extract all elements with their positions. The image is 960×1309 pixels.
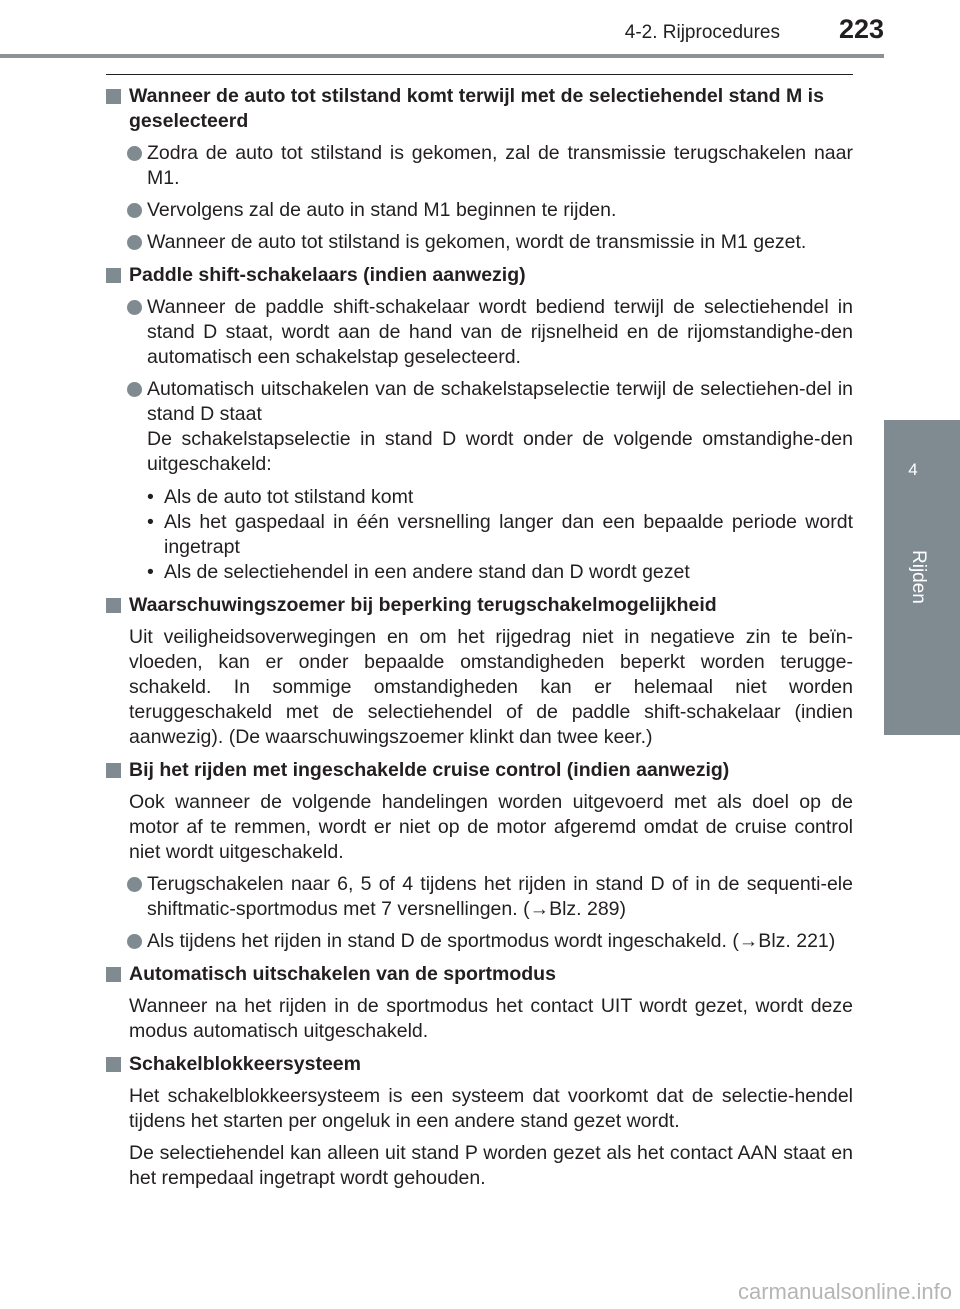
bullet-item: Wanneer de paddle shift-schakelaar wordt bediend terwijl de selectiehendel in stand D staat, wordt aan de hand van de rijsnelheid en de rijomstandighe-den automatisch een schakelstap geselecteerd. [106,295,853,370]
section-heading: Schakelblokkeersysteem [106,1052,853,1077]
sub-list [106,485,853,585]
paragraph: Het schakelblokkeersysteem is een systeem dat voorkomt dat de selectie-hendel tijdens het starten per ongeluk in een andere stand gezet wordt. [129,1085,853,1132]
circle-bullet-icon [127,382,142,397]
chapter-tab [884,420,960,735]
bullet-item: Wanneer de auto tot stilstand is gekomen, wordt de transmissie in M1 gezet. [106,230,853,255]
bullet-item: Automatisch uitschakelen van de schakelstapselectie terwijl de selectiehen-del in stand D staat De schakelstapselectie in stand D wordt onder de volgende omstandighe-den uitgeschakeld: [106,377,853,477]
sub-item: • Als het gaspedaal in één versnelling langer dan een bepaalde periode wordt ingetrapt [147,511,853,558]
circle-bullet-icon [127,203,142,218]
bullet-item: Vervolgens zal de auto in stand M1 beginnen te rijden. [106,198,853,223]
circle-bullet-icon [127,146,142,161]
sub-item: • Als de selectiehendel in een andere stand dan D wordt gezet [147,561,690,583]
square-bullet-icon [106,89,121,104]
section-heading: Wanneer de auto tot stilstand komt terwijl met de selectiehendel stand M is geselecteerd [106,84,853,134]
circle-bullet-icon [127,235,142,250]
page-content [106,84,853,1191]
sub-item: • Als de auto tot stilstand komt [147,486,414,508]
paragraph: De selectiehendel kan alleen uit stand P worden gezet als het contact AAN staat en het rempedaal ingetrapt wordt gehouden. [129,1142,853,1189]
paragraph: Ook wanneer de volgende handelingen worden uitgevoerd met als doel op de motor af te remmen, wordt er niet op de motor afgeremd omdat de cruise control niet wordt uitgeschakeld. [129,791,853,863]
square-bullet-icon [106,268,121,283]
section-heading: Paddle shift-schakelaars (indien aanwezig) [106,263,853,288]
chapter-title: Rijden [908,550,929,604]
chapter-number: 4 [908,460,918,479]
circle-bullet-icon [127,300,142,315]
page-number: 223 [838,14,884,44]
section-heading: Waarschuwingszoemer bij beperking terugschakelmogelijkheid [106,593,853,618]
square-bullet-icon [106,1057,121,1072]
header-divider [0,54,884,58]
circle-bullet-icon [127,934,142,949]
section-heading: Automatisch uitschakelen van de sportmodus [106,962,853,987]
circle-bullet-icon [127,877,142,892]
bullet-item: Terugschakelen naar 6, 5 of 4 tijdens het rijden in stand D of in de sequenti-ele shiftmatic-sportmodus met 7 versnellingen. (→Blz. 289) [106,872,853,922]
watermark: carmanualsonline.info [737,1279,952,1304]
paragraph: Uit veiligheidsoverwegingen en om het rijgedrag niet in negatieve zin te beïn-vloeden, kan er onder bepaalde omstandigheden beperkt worden terugge-schakeld. In sommige omstandigheden kan er helemaal niet worden teruggeschakeld met de selectiehendel of de paddle shift-schakelaar (indien aanwezig). (De waarschuwingszoemer klinkt dan twee keer.) [129,626,853,748]
section-title: 4-2. Rijprocedures [624,22,780,43]
section-heading: Bij het rijden met ingeschakelde cruise control (indien aanwezig) [106,758,853,783]
bullet-item: Zodra de auto tot stilstand is gekomen, zal de transmissie terugschakelen naar M1. [106,141,853,191]
square-bullet-icon [106,598,121,613]
square-bullet-icon [106,763,121,778]
bullet-item: Als tijdens het rijden in stand D de sportmodus wordt ingeschakeld. (→Blz. 221) [106,929,853,954]
square-bullet-icon [106,967,121,982]
paragraph: Wanneer na het rijden in de sportmodus het contact UIT wordt gezet, wordt deze modus automatisch uitgeschakeld. [129,995,853,1042]
content-top-rule [106,74,853,75]
